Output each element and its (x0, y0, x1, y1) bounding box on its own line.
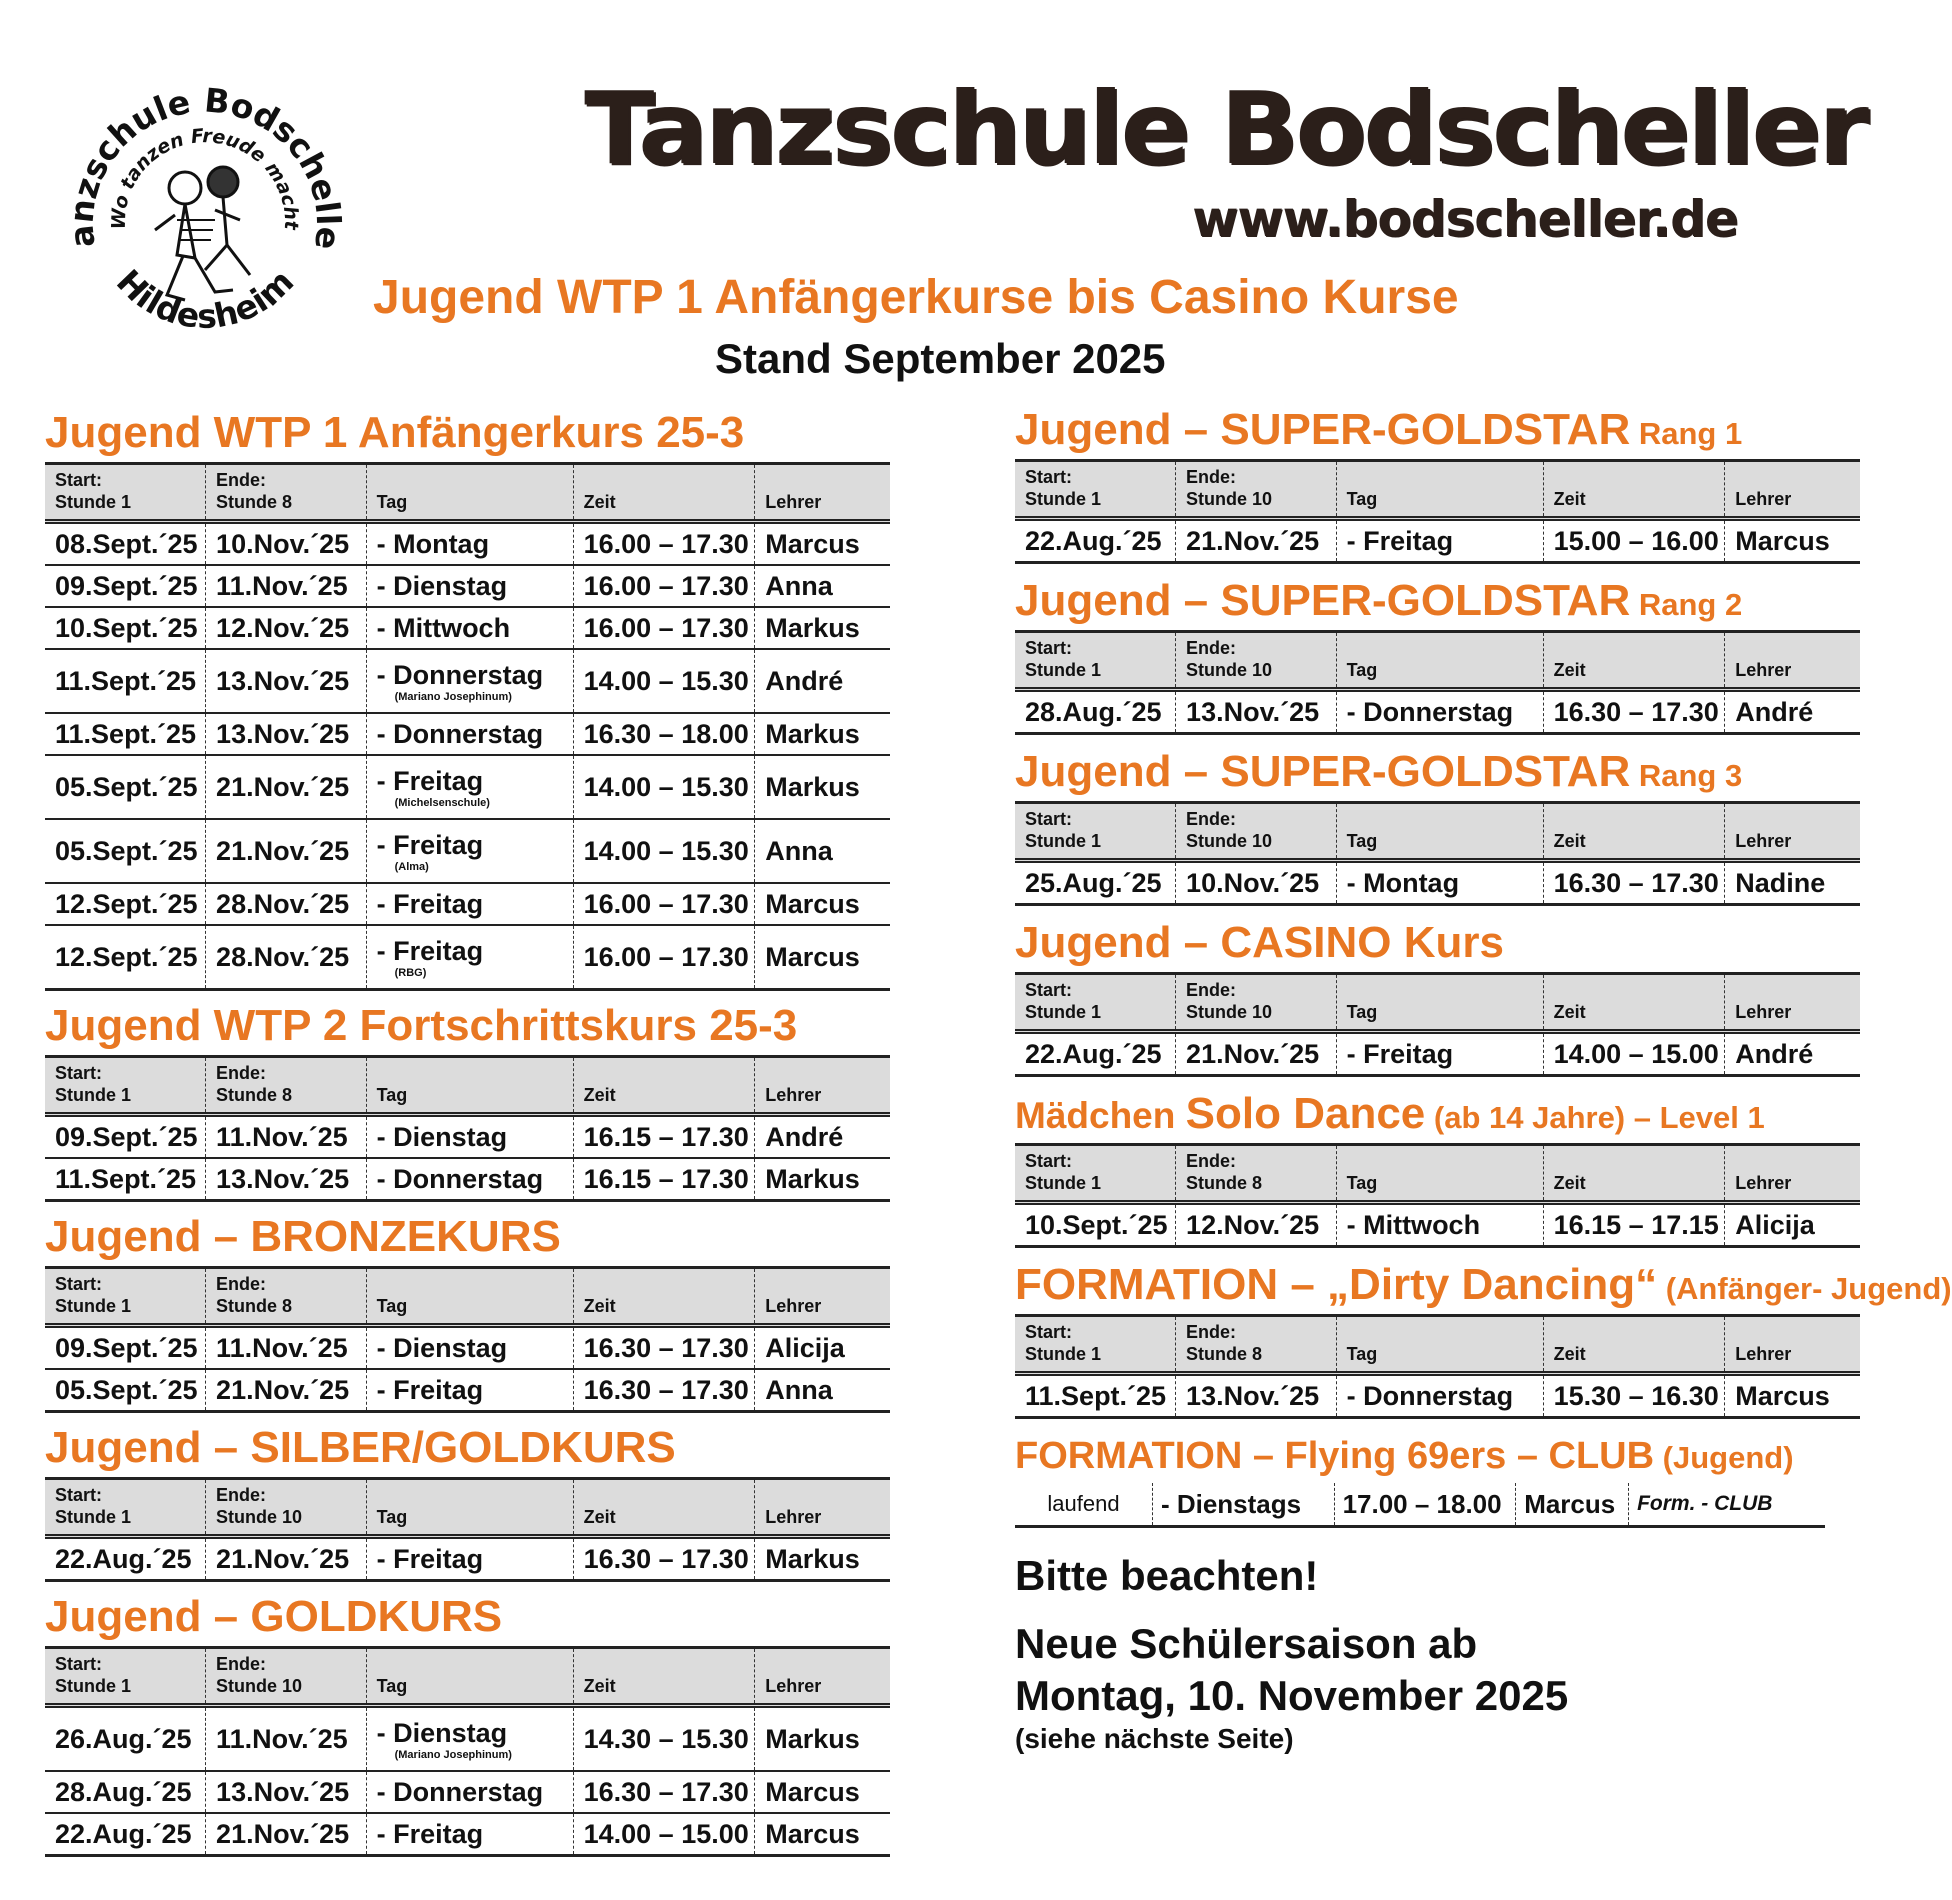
course-section (1015, 747, 1860, 906)
course-table (45, 1477, 890, 1582)
section-title-main: Jugend – BRONZEKURS (45, 1212, 561, 1261)
table-header-row (1015, 1316, 1860, 1374)
section-title-suffix: (ab 14 Jahre) – Level 1 (1425, 1100, 1765, 1135)
time-cell: 16.00 – 17.30 (573, 883, 755, 925)
section-title-main: Jugend – GOLDKURS (45, 1592, 503, 1641)
column-header-start: Start: Stunde 1 (1015, 974, 1176, 1032)
end-cell: 21.Nov.´25 (206, 1813, 367, 1856)
column-header-lehrer: Lehrer (755, 464, 890, 522)
day-cell: - Mittwoch (1336, 1203, 1543, 1247)
table-row (1015, 1374, 1860, 1418)
day-cell: - Donnerstag (Mariano Josephinum) (366, 649, 573, 713)
course-table (45, 1266, 890, 1413)
course-table (45, 1055, 890, 1202)
end-cell: 11.Nov.´25 (206, 1706, 367, 1772)
column-header-start: Start: Stunde 1 (45, 464, 206, 522)
day-cell: - Freitag (RBG) (366, 925, 573, 990)
section-title (1015, 405, 1860, 459)
course-section (1015, 405, 1860, 564)
table-header-row (1015, 974, 1860, 1032)
column-header-zeit: Zeit (1543, 461, 1725, 519)
end-cell: 12.Nov.´25 (206, 607, 367, 649)
section-title (45, 1212, 890, 1266)
column-header-tag: Tag (1336, 803, 1543, 861)
time-cell: 14.00 – 15.00 (1543, 1032, 1725, 1076)
day-cell: - Mittwoch (366, 607, 573, 649)
section-title-suffix: Rang 2 (1630, 587, 1743, 622)
section-title-suffix: Rang 3 (1630, 758, 1743, 793)
time-cell: 16.15 – 17.30 (573, 1158, 755, 1201)
location-note: (RBG) (394, 966, 427, 979)
end-cell: 21.Nov.´25 (206, 1369, 367, 1412)
notice-heading: Bitte beachten! (1015, 1552, 1319, 1599)
section-title-main: Jugend WTP 1 Anfängerkurs 25-3 (45, 408, 745, 457)
end-cell: 13.Nov.´25 (206, 1158, 367, 1201)
start-cell: 22.Aug.´25 (1015, 519, 1176, 563)
column-header-start: Start: Stunde 1 (1015, 1145, 1176, 1203)
teacher-cell: Anna (755, 819, 890, 883)
column-header-start: Start: Stunde 1 (45, 1648, 206, 1706)
school-logo (55, 70, 355, 370)
day-cell: - Freitag (366, 1369, 573, 1412)
time-cell: 16.00 – 17.30 (573, 925, 755, 990)
day-cell: - Freitag (1336, 1032, 1543, 1076)
start-cell: 09.Sept.´25 (45, 1115, 206, 1159)
time-cell: 14.00 – 15.30 (573, 755, 755, 819)
end-cell: 28.Nov.´25 (206, 883, 367, 925)
course-section (45, 1592, 890, 1857)
time-cell: 16.30 – 17.30 (1543, 690, 1725, 734)
location-note: (Mariano Josephinum) (394, 690, 512, 703)
teacher-cell: Markus (755, 607, 890, 649)
course-section (45, 1001, 890, 1202)
course-section (1015, 918, 1860, 1077)
table-row (45, 925, 890, 990)
column-header-tag: Tag (1336, 632, 1543, 690)
table-row (45, 883, 890, 925)
day-cell: - Freitag (Michelsenschule) (366, 755, 573, 819)
start-cell: 22.Aug.´25 (1015, 1032, 1176, 1076)
table-row (45, 1813, 890, 1856)
column-header-zeit: Zeit (573, 1268, 755, 1326)
dancers-icon (155, 167, 250, 300)
start-cell: 10.Sept.´25 (1015, 1203, 1176, 1247)
start-cell: 05.Sept.´25 (45, 755, 206, 819)
end-cell: 11.Nov.´25 (206, 565, 367, 607)
column-header-zeit: Zeit (573, 1057, 755, 1115)
logo-text-top: anzschule Bodschelle (61, 80, 349, 252)
course-section (1015, 576, 1860, 735)
teacher-cell: Anna (755, 565, 890, 607)
time-cell: 16.00 – 17.30 (573, 565, 755, 607)
section-title-main: Jugend – SUPER-GOLDSTAR (1015, 576, 1631, 625)
column-header-ende: Ende: Stunde 10 (1176, 632, 1337, 690)
teacher-cell: Marcus (755, 883, 890, 925)
day-cell: - Dienstag (366, 565, 573, 607)
column-header-tag: Tag (366, 1479, 573, 1537)
end-cell: 21.Nov.´25 (1176, 1032, 1337, 1076)
status-cell: laufend (1015, 1483, 1152, 1527)
end-cell: 13.Nov.´25 (206, 713, 367, 755)
table-row (1015, 861, 1860, 905)
right-course-column (1015, 405, 1952, 1756)
section-title (45, 1423, 890, 1477)
start-cell: 08.Sept.´25 (45, 522, 206, 566)
notice-block (1015, 1546, 1860, 1756)
column-header-ende: Ende: Stunde 10 (1176, 461, 1337, 519)
table-row (45, 649, 890, 713)
teacher-cell: André (755, 649, 890, 713)
section-title-suffix: (Anfänger- Jugend) (1657, 1271, 1952, 1306)
end-cell: 11.Nov.´25 (206, 1326, 367, 1370)
end-cell: 13.Nov.´25 (206, 1771, 367, 1813)
course-section (45, 408, 890, 991)
notice-hint: (siehe nächste Seite) (1015, 1723, 1294, 1754)
day-cell: - Donnerstag (1336, 1374, 1543, 1418)
day-cell: - Freitag (Alma) (366, 819, 573, 883)
column-header-zeit: Zeit (1543, 803, 1725, 861)
section-title-main: Jugend WTP 2 Fortschrittskurs 25-3 (45, 1001, 798, 1050)
teacher-cell: André (1725, 690, 1860, 734)
start-cell: 25.Aug.´25 (1015, 861, 1176, 905)
teacher-cell: Marcus (755, 925, 890, 990)
time-cell: 14.00 – 15.30 (573, 649, 755, 713)
time-cell: 16.30 – 17.30 (1543, 861, 1725, 905)
column-header-zeit: Zeit (573, 464, 755, 522)
day-cell: - Dienstag (Mariano Josephinum) (366, 1706, 573, 1772)
table-row (45, 755, 890, 819)
end-cell: 21.Nov.´25 (206, 819, 367, 883)
column-header-lehrer: Lehrer (1725, 461, 1860, 519)
section-title (1015, 918, 1860, 972)
day-cell: - Freitag (366, 1537, 573, 1581)
column-header-start: Start: Stunde 1 (1015, 803, 1176, 861)
section-title-main: Solo Dance (1185, 1089, 1426, 1138)
section-title-main: Jugend – SUPER-GOLDSTAR (1015, 405, 1631, 454)
start-cell: 12.Sept.´25 (45, 925, 206, 990)
end-cell: 13.Nov.´25 (1176, 1374, 1337, 1418)
column-header-ende: Ende: Stunde 10 (1176, 803, 1337, 861)
table-row (45, 1771, 890, 1813)
column-header-lehrer: Lehrer (1725, 974, 1860, 1032)
location-note: (Mariano Josephinum) (394, 1748, 512, 1761)
time-cell: 16.15 – 17.15 (1543, 1203, 1725, 1247)
table-row (45, 1326, 890, 1370)
teacher-cell: Marcus (1725, 519, 1860, 563)
section-title-main: FORMATION – „Dirty Dancing“ (1015, 1260, 1658, 1309)
time-cell: 16.30 – 17.30 (573, 1537, 755, 1581)
start-cell: 11.Sept.´25 (45, 713, 206, 755)
website-url[interactable]: www.bodscheller.de (1192, 190, 1738, 248)
day-cell: - Dienstags (1152, 1483, 1334, 1527)
start-cell: 22.Aug.´25 (45, 1537, 206, 1581)
teacher-cell: Markus (755, 1537, 890, 1581)
day-cell: - Freitag (366, 883, 573, 925)
teacher-cell: Markus (755, 755, 890, 819)
section-title-suffix: (Jugend) (1654, 1440, 1794, 1475)
teacher-cell: André (1725, 1032, 1860, 1076)
course-section (1015, 1089, 1860, 1248)
start-cell: 28.Aug.´25 (45, 1771, 206, 1813)
time-cell: 16.00 – 17.30 (573, 607, 755, 649)
column-header-tag: Tag (1336, 1145, 1543, 1203)
course-section (1015, 1260, 1952, 1419)
teacher-cell: Markus (755, 1158, 890, 1201)
table-row (1015, 1032, 1860, 1076)
end-cell: 13.Nov.´25 (206, 649, 367, 713)
section-title-suffix: Rang 1 (1630, 416, 1743, 451)
column-header-ende: Ende: Stunde 10 (206, 1648, 367, 1706)
start-cell: 10.Sept.´25 (45, 607, 206, 649)
time-cell: 16.30 – 18.00 (573, 713, 755, 755)
table-row (45, 1115, 890, 1159)
course-table (1015, 459, 1860, 564)
day-cell: - Montag (366, 522, 573, 566)
course-table (45, 462, 890, 991)
start-cell: 28.Aug.´25 (1015, 690, 1176, 734)
time-cell: 16.30 – 17.30 (573, 1326, 755, 1370)
table-header-row (1015, 803, 1860, 861)
column-header-lehrer: Lehrer (1725, 632, 1860, 690)
end-cell: 10.Nov.´25 (206, 522, 367, 566)
section-title (1015, 1089, 1860, 1143)
time-cell: 16.30 – 17.30 (573, 1771, 755, 1813)
time-cell: 16.15 – 17.30 (573, 1115, 755, 1159)
column-header-tag: Tag (366, 464, 573, 522)
teacher-cell: Markus (755, 713, 890, 755)
section-title (1015, 1431, 1860, 1483)
time-cell: 14.00 – 15.30 (573, 819, 755, 883)
section-title (1015, 747, 1860, 801)
column-header-ende: Ende: Stunde 8 (206, 1057, 367, 1115)
end-cell: 12.Nov.´25 (1176, 1203, 1337, 1247)
column-header-ende: Ende: Stunde 10 (206, 1479, 367, 1537)
day-cell: - Montag (1336, 861, 1543, 905)
column-header-lehrer: Lehrer (1725, 803, 1860, 861)
end-cell: 11.Nov.´25 (206, 1115, 367, 1159)
formation-cell: Form. - CLUB (1629, 1483, 1825, 1527)
teacher-cell: Alicija (755, 1326, 890, 1370)
course-table (1015, 972, 1860, 1077)
table-header-row (1015, 461, 1860, 519)
start-cell: 05.Sept.´25 (45, 819, 206, 883)
course-table (1015, 801, 1860, 906)
location-note: (Alma) (394, 860, 429, 873)
section-title-main: Jugend – SUPER-GOLDSTAR (1015, 747, 1631, 796)
course-table (45, 1646, 890, 1857)
table-header-row (45, 464, 890, 522)
column-header-zeit: Zeit (1543, 1145, 1725, 1203)
column-header-zeit: Zeit (1543, 632, 1725, 690)
course-table (1015, 1314, 1860, 1419)
section-title (45, 1001, 890, 1055)
column-header-zeit: Zeit (1543, 974, 1725, 1032)
end-cell: 13.Nov.´25 (1176, 690, 1337, 734)
table-row (45, 1158, 890, 1201)
teacher-cell: Alicija (1725, 1203, 1860, 1247)
table-header-row (45, 1648, 890, 1706)
left-course-column (45, 408, 890, 1867)
teacher-cell: Anna (755, 1369, 890, 1412)
day-cell: - Donnerstag (366, 1158, 573, 1201)
start-cell: 11.Sept.´25 (45, 1158, 206, 1201)
location-note: (Michelsenschule) (394, 796, 490, 809)
day-cell: - Donnerstag (366, 713, 573, 755)
column-header-lehrer: Lehrer (1725, 1145, 1860, 1203)
section-title-main: Jugend – CASINO Kurs (1015, 918, 1504, 967)
column-header-ende: Ende: Stunde 8 (1176, 1145, 1337, 1203)
course-section (45, 1212, 890, 1413)
day-cell: - Freitag (366, 1813, 573, 1856)
column-header-ende: Ende: Stunde 8 (206, 464, 367, 522)
table-row (45, 1369, 890, 1412)
svg-text:Tanzschule Bodscheller (55, 70, 348, 252)
time-cell: 16.00 – 17.30 (573, 522, 755, 566)
start-cell: 12.Sept.´25 (45, 883, 206, 925)
time-cell: 14.00 – 15.00 (573, 1813, 755, 1856)
column-header-tag: Tag (1336, 974, 1543, 1032)
time-cell: 14.30 – 15.30 (573, 1706, 755, 1772)
section-title (1015, 576, 1860, 630)
section-title-prefix: Mädchen (1015, 1095, 1186, 1136)
column-header-ende: Ende: Stunde 8 (1176, 1316, 1337, 1374)
teacher-cell: Marcus (1516, 1483, 1629, 1527)
table-row (45, 1537, 890, 1581)
column-header-lehrer: Lehrer (755, 1479, 890, 1537)
status-date: Stand September 2025 (715, 335, 1166, 382)
start-cell: 26.Aug.´25 (45, 1706, 206, 1772)
logo-text-bottom: Hildesheim (108, 261, 302, 336)
teacher-cell: Markus (755, 1706, 890, 1772)
table-row (1015, 690, 1860, 734)
section-title (45, 408, 890, 462)
table-row (45, 819, 890, 883)
end-cell: 21.Nov.´25 (1176, 519, 1337, 563)
column-header-start: Start: Stunde 1 (45, 1268, 206, 1326)
day-cell: - Donnerstag (1336, 690, 1543, 734)
table-header-row (45, 1268, 890, 1326)
column-header-ende: Ende: Stunde 8 (206, 1268, 367, 1326)
column-header-tag: Tag (366, 1268, 573, 1326)
table-row (45, 565, 890, 607)
time-cell: 15.00 – 16.00 (1543, 519, 1725, 563)
column-header-start: Start: Stunde 1 (1015, 1316, 1176, 1374)
start-cell: 09.Sept.´25 (45, 565, 206, 607)
table-header-row (1015, 632, 1860, 690)
column-header-zeit: Zeit (573, 1648, 755, 1706)
column-header-start: Start: Stunde 1 (1015, 461, 1176, 519)
start-cell: 09.Sept.´25 (45, 1326, 206, 1370)
teacher-cell: André (755, 1115, 890, 1159)
logo-text-inner: Wo tanzen Freude macht (107, 125, 303, 231)
teacher-cell: Marcus (1725, 1374, 1860, 1418)
end-cell: 21.Nov.´25 (206, 1537, 367, 1581)
end-cell: 10.Nov.´25 (1176, 861, 1337, 905)
course-table (1015, 630, 1860, 735)
notice-date: Montag, 10. November 2025 (1015, 1672, 1569, 1719)
column-header-zeit: Zeit (1543, 1316, 1725, 1374)
column-header-zeit: Zeit (573, 1479, 755, 1537)
day-cell: - Dienstag (366, 1326, 573, 1370)
column-header-start: Start: Stunde 1 (1015, 632, 1176, 690)
start-cell: 11.Sept.´25 (45, 649, 206, 713)
start-cell: 11.Sept.´25 (1015, 1374, 1176, 1418)
column-header-tag: Tag (1336, 461, 1543, 519)
page-title: Jugend WTP 1 Anfängerkurse bis Casino Kurse (373, 271, 1459, 324)
column-header-tag: Tag (366, 1057, 573, 1115)
column-header-lehrer: Lehrer (755, 1648, 890, 1706)
column-header-tag: Tag (1336, 1316, 1543, 1374)
column-header-tag: Tag (366, 1648, 573, 1706)
day-cell: - Dienstag (366, 1115, 573, 1159)
course-table (1015, 1143, 1860, 1248)
column-header-start: Start: Stunde 1 (45, 1057, 206, 1115)
teacher-cell: Marcus (755, 1771, 890, 1813)
table-header-row (45, 1057, 890, 1115)
teacher-cell: Nadine (1725, 861, 1860, 905)
table-header-row (45, 1479, 890, 1537)
club-table (1015, 1483, 1825, 1528)
start-cell: 22.Aug.´25 (45, 1813, 206, 1856)
table-row (45, 607, 890, 649)
start-cell: 05.Sept.´25 (45, 1369, 206, 1412)
section-title (45, 1592, 890, 1646)
section-title-main: Jugend – SILBER/GOLDKURS (45, 1423, 676, 1472)
notice-line: Neue Schülersaison ab (1015, 1620, 1478, 1667)
table-row (1015, 1203, 1860, 1247)
end-cell: 28.Nov.´25 (206, 925, 367, 990)
end-cell: 21.Nov.´25 (206, 755, 367, 819)
table-row (1015, 519, 1860, 563)
column-header-lehrer: Lehrer (755, 1268, 890, 1326)
column-header-lehrer: Lehrer (755, 1057, 890, 1115)
section-title (1015, 1260, 1952, 1314)
day-cell: - Donnerstag (366, 1771, 573, 1813)
column-header-ende: Ende: Stunde 10 (1176, 974, 1337, 1032)
time-cell: 15.30 – 16.30 (1543, 1374, 1725, 1418)
table-row (45, 1706, 890, 1772)
column-header-lehrer: Lehrer (1725, 1316, 1860, 1374)
column-header-start: Start: Stunde 1 (45, 1479, 206, 1537)
table-row (45, 522, 890, 566)
section-title-main: FORMATION – Flying 69ers – CLUB (1015, 1435, 1655, 1477)
teacher-cell: Marcus (755, 522, 890, 566)
table-row (45, 713, 890, 755)
course-section (45, 1423, 890, 1582)
brand-wordmark: Tanzschule Bodscheller (584, 70, 1866, 187)
table-header-row (1015, 1145, 1860, 1203)
day-cell: - Freitag (1336, 519, 1543, 563)
table-row (1015, 1483, 1825, 1527)
time-cell: 16.30 – 17.30 (573, 1369, 755, 1412)
club-section (1015, 1431, 1860, 1528)
teacher-cell: Marcus (755, 1813, 890, 1856)
time-cell: 17.00 – 18.00 (1334, 1483, 1516, 1527)
